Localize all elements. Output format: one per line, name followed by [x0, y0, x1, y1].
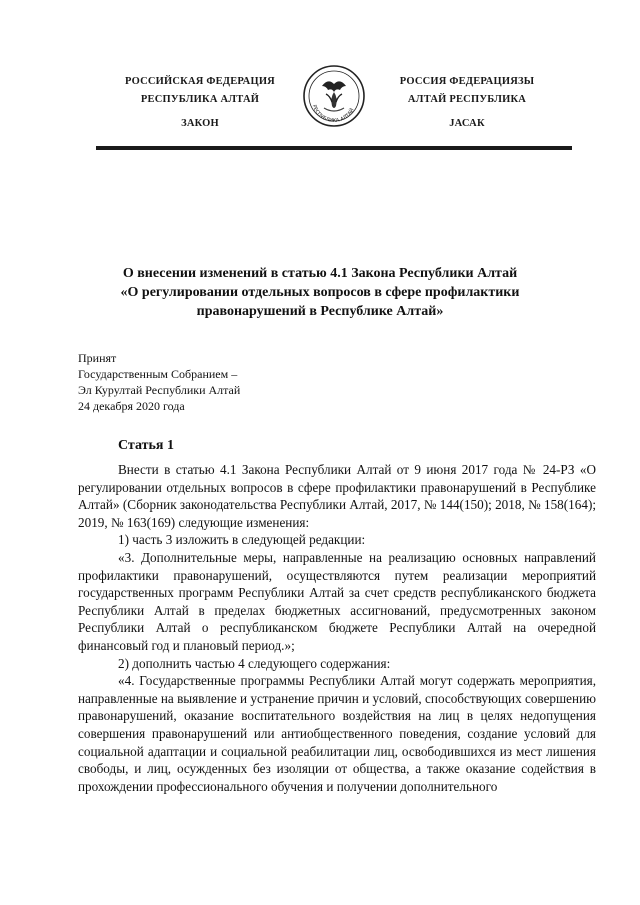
- header-right-doc-type: JАСАК: [449, 118, 485, 129]
- law-title-line: О внесении изменений в статью 4.1 Закона Республики Алтай: [122, 266, 518, 281]
- law-title-line: «О регулировании отдельных вопросов в сфере профилактики: [120, 285, 520, 300]
- adoption-line: Государственным Собранием –: [78, 367, 238, 381]
- article-paragraph: 1) часть 3 изложить в следующей редакции:: [118, 532, 366, 548]
- article-paragraph: Внести в статью 4.1 Закона Республики Алтай от 9 июня 2017 года № 24-РЗ «О регулировании отдельных вопросов в сфере профилактики правонарушений в Республике Алтай» (Сборник законодательства Республики Алтай, 2017, № 144(150); 2018, № 158(164); 2019, № 163(169) следующие изменения:: [78, 462, 596, 530]
- adoption-date: 24 декабря 2020 года: [78, 399, 185, 413]
- coat-of-arms-icon: [302, 64, 366, 128]
- adoption-info: [78, 350, 240, 414]
- header-left-doc-type: ЗАКОН: [181, 118, 219, 129]
- law-title: [80, 264, 560, 321]
- emblem-text: РЕСПУБЛИКА АЛТАЙ: [310, 104, 356, 125]
- article-body: [78, 461, 596, 795]
- article-paragraph: «4. Государственные программы Республики Алтай могут содержать мероприятия, направленные на выявление и устранение причин и условий, способствующих совершению правонарушений, оказание воспитательного воздействия на лиц в целях недопущения совершения правонарушений или антиобщественного поведения, создание условий для социальной адаптации и социальной реабилитации лиц, освободившихся из мест лишения свободы, и лиц, осужденных без изоляции от общества, а также оказание содействия в прохождении профессионального обучения и получении дополнительного: [78, 673, 596, 794]
- header-divider: [96, 146, 572, 150]
- header-right-republic: АЛТАЙ РЕСПУБЛИКА: [407, 94, 527, 105]
- header-right-country: РОССИЯ ФЕДЕРАЦИЯЗЫ: [399, 76, 535, 87]
- article-paragraph: «3. Дополнительные меры, направленные на реализацию основных направлений профилактики правонарушений, осуществляются путем реализации мероприятий государственных программ Республики Алтай за счет средств республиканского бюджета Республики Алтай в пределах бюджетных ассигнований, предусмотренных законом Республики Алтай о республиканском бюджете Республики Алтай на очередной финансовый год и плановый период.»;: [78, 549, 596, 653]
- article-paragraph: 2) дополнить частью 4 следующего содержания:: [118, 655, 391, 671]
- adoption-line: Эл Курултай Республики Алтай: [78, 383, 241, 397]
- law-title-line: правонарушений в Республике Алтай»: [196, 304, 444, 319]
- adoption-line: Принят: [78, 351, 117, 365]
- header-left-country: РОССИЙСКАЯ ФЕДЕРАЦИЯ: [125, 76, 275, 87]
- article-heading: Статья 1: [118, 438, 174, 453]
- header-left-republic: РЕСПУБЛИКА АЛТАЙ: [140, 94, 260, 105]
